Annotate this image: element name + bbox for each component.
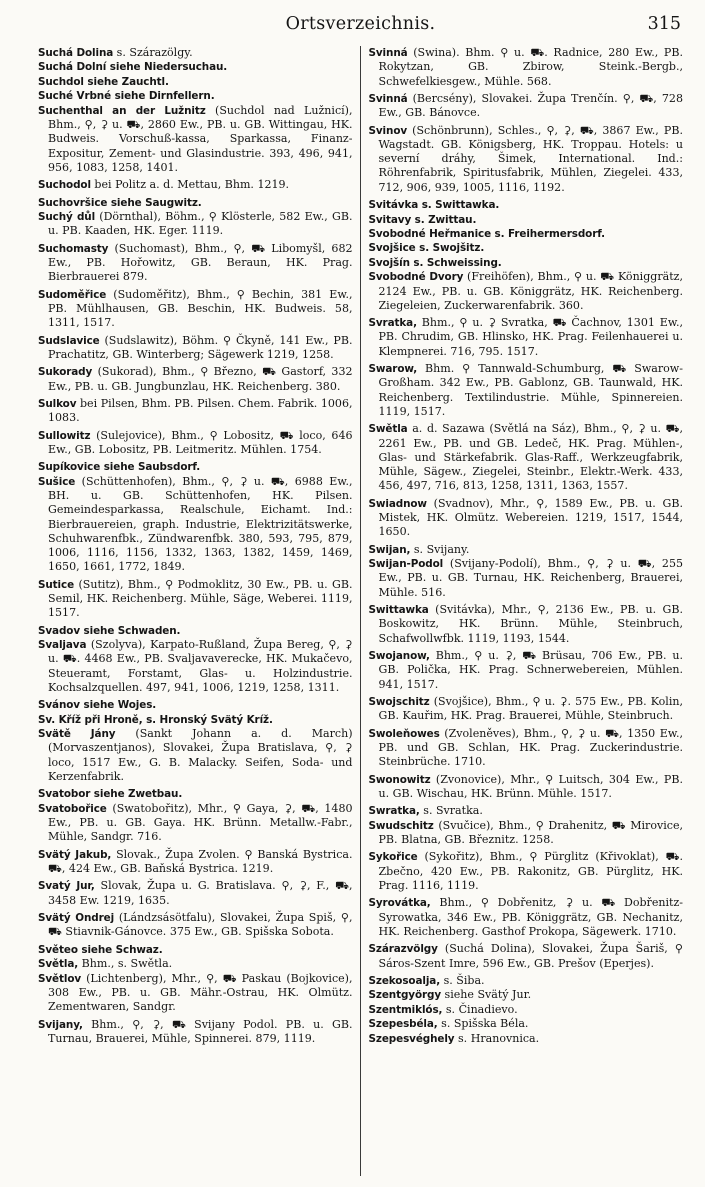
entry-text: (Svučice), Bhm., ⚲ Drahenitz, ⛟ Mirovice, PB. Blatna, GB. Březnitz. 1258. bbox=[378, 818, 683, 846]
entry-text: s. Hranovnica. bbox=[454, 1031, 540, 1045]
index-entry bbox=[38, 288, 353, 331]
entry-headword: Szentmiklós, bbox=[368, 1003, 443, 1016]
index-entry bbox=[369, 974, 684, 988]
entry-headword: Syrovátka, bbox=[368, 897, 431, 910]
index-entry bbox=[369, 850, 684, 893]
entry-text: (Lándzsásötfalu), Slovakei, Župa Spiš, ⚲, ⛟ Stiavnik-Gánovce. 375 Ew., GB. Spišska Sobota. bbox=[48, 911, 353, 939]
index-entry bbox=[38, 713, 353, 727]
index-entry bbox=[38, 848, 353, 877]
index-entry bbox=[38, 787, 353, 801]
entry-headword: Svijany, bbox=[38, 1018, 83, 1031]
entry-headword: Sukorady bbox=[38, 366, 93, 379]
entry-headword: Sudoměřice bbox=[38, 288, 107, 301]
entry-headword: Szentgyörgy bbox=[368, 989, 442, 1002]
index-entry bbox=[369, 316, 684, 359]
entry-headword: Svinná bbox=[368, 47, 408, 59]
index-entry bbox=[369, 198, 684, 212]
entry-text: (Swatobořitz), Mhr., ⚲ Gaya, ⚳, ⛟, 1480 Ew., PB. u. GB. Gaya. HK. Brünn. Metallw.-Fabr., Mühle, Sandgr. 716. bbox=[48, 801, 353, 844]
index-entry bbox=[369, 695, 684, 724]
entry-headword: Sv. Kříž při Hroně, s. Hronský Svätý Kríž. bbox=[38, 713, 273, 726]
index-entry bbox=[369, 896, 684, 939]
entry-text: a. d. Sazawa (Světlá na Sáz), Bhm., ⚲, ⚳ u. ⛟, 2261 Ew., PB. und GB. Ledeč, HK. Prag. Mühlen-, Glas- und Stärkefabrik. Glas-Raff., Werkzeugfabrik, Mühle, Sägew., Ziegelei, Steinbr., Elektr.-Werk. 433, 456, 497, 716, 813, 1258, 1311, 1363, 1557. bbox=[378, 422, 683, 493]
entry-text: (Sykořitz), Bhm., ⚲ Pürglitz (Křivoklat), ⛟. Zbečno, 420 Ew., PB. Rakonitz, GB. Pürglitz, HK. Prag. 1116, 1119. bbox=[378, 850, 683, 892]
index-entry bbox=[38, 429, 353, 458]
entry-headword: Swojanow, bbox=[368, 650, 430, 662]
index-entry bbox=[369, 256, 684, 270]
index-entry bbox=[38, 972, 353, 1015]
index-entry bbox=[38, 196, 353, 210]
right-column bbox=[361, 46, 684, 1176]
entry-headword: Swijan-Podol bbox=[368, 558, 444, 571]
page-title: Ortsverzeichnis. bbox=[285, 14, 436, 34]
entry-text: (Freihöfen), Bhm., ⚲ u. ⛟ Königgrätz, 2124 Ew., PB. u. GB. Königgrätz, HK. Reichenberg. Ziegeleien, Zuckerwarenfabrik. 360. bbox=[378, 270, 683, 312]
entry-headword: Svätý Ondrej bbox=[38, 912, 115, 925]
entry-text: (Svitávka), Mhr., ⚲, 2136 Ew., PB. u. GB. Boskowitz, HK. Brünn. Mühle, Steinbruch, Schafwollwfbk. 1119, 1193, 1544. bbox=[378, 603, 683, 645]
entry-text: (Suchomast), Bhm., ⚲, ⛟ Libomyšl, 682 Ew., PB. Hořowitz, GB. Beraun, HK. Prag. Bierbrauerei 879. bbox=[48, 241, 353, 284]
index-entry bbox=[369, 773, 684, 802]
entry-text: Bhm., ⚲, ⚳, ⛟ Svijany Podol. PB. u. GB. Turnau, Brauerei, Mühle, Spinnerei. 879, 1119. bbox=[48, 1017, 353, 1045]
index-entry bbox=[38, 210, 353, 239]
entry-text: Bhm., ⚲ u. ⚳, ⛟ Brüsau, 706 Ew., PB. u. GB. Polička, HK. Prag. Schnerwebereien, Mühlen. 941, 1517. bbox=[378, 649, 683, 691]
entry-headword: Svobodné Heřmanice s. Freihermersdorf. bbox=[368, 227, 605, 240]
index-entry bbox=[369, 557, 684, 600]
index-entry bbox=[369, 497, 684, 540]
entry-text: (Swina). Bhm. ⚲ u. ⛟. Radnice, 280 Ew., PB. Rokytzan, GB. Zbirow, Steink.-Bergb., Schwefelkiesgew., Mühle. 568. bbox=[378, 46, 683, 88]
index-entry bbox=[38, 879, 353, 908]
entry-text: (Suchdol nad Lužnicí), Bhm., ⚲, ⚳ u. ⛟, 2860 Ew., PB. u. GB. Wittingau, HK. Budweis. Vorschuß-kassa, Sparkassa, Finanz-Expositur, Zement- und Glasindustrie. 393, 496, 941, 956, 1083, 1258, 1401. bbox=[48, 103, 353, 174]
entry-headword: Sulkov bbox=[38, 398, 77, 410]
entry-text: (Szolyva), Karpato-Rußland, Župa Bereg, ⚲, ⚳ u. ⛟. 4468 Ew., PB. Svaljavaverecke, HK. Mukačevo, Steueramt, Forstamt, Glas- u. Holzindustrie. Kochsalzquellen. 497, 941, 1006, 1219, 1258, 1311. bbox=[48, 638, 353, 694]
entry-text: s. Spišska Béla. bbox=[437, 1017, 529, 1031]
entry-headword: Svánov siehe Wojes. bbox=[38, 699, 157, 712]
entry-headword: Svatobořice bbox=[38, 802, 107, 815]
entry-headword: Svaljava bbox=[38, 639, 87, 652]
entry-text: (Zvonovice), Mhr., ⚲ Luitsch, 304 Ew., PB. u. GB. Wischau, HK. Brünn. Mühle. 1517. bbox=[378, 772, 683, 800]
index-entry bbox=[369, 270, 684, 313]
entry-text: (Svijany-Podolí), Bhm., ⚲, ⚳ u. ⛟, 255 Ew., PB. u. GB. Turnau, HK. Reichenberg, Brauerei, Mühle. 516. bbox=[378, 557, 683, 599]
entry-headword: Swittawka bbox=[368, 604, 429, 617]
index-entry bbox=[38, 242, 353, 285]
entry-headword: Suchenthal an der Lužnitz bbox=[38, 104, 206, 117]
entry-text: (Dörnthal), Böhm., ⚲ Klösterle, 582 Ew., GB. u. PB. Kaaden, HK. Eger. 1119. bbox=[48, 210, 353, 238]
entry-headword: Svinov bbox=[368, 124, 408, 137]
index-entry bbox=[369, 1017, 684, 1031]
index-entry bbox=[369, 543, 684, 557]
entry-text: Slovak., Župa Zvolen. ⚲ Banská Bystrica. ⛟, 424 Ew., GB. Baňská Bystrica. 1219. bbox=[48, 847, 353, 875]
entry-headword: Swarow, bbox=[368, 363, 418, 376]
index-entry bbox=[369, 649, 684, 692]
index-entry bbox=[369, 804, 684, 818]
entry-headword: Svojšín s. Schweissing. bbox=[368, 256, 502, 269]
entry-headword: Suchomasty bbox=[38, 242, 109, 255]
index-entry bbox=[369, 1032, 684, 1046]
entry-text: (Schönbrunn), Schles., ⚲, ⚳, ⛟, 3867 Ew., PB. Wagstadt. GB. Königsberg, HK. Troppau. Hotels: u severní dráhy, Šimek, International. Ind.: Röhrenfabrik, Spiritusfabrik, Mühlen, Ziegelei. 433, 712, 906, 939, 1005, 1116, 1192. bbox=[378, 123, 683, 194]
index-columns bbox=[38, 46, 683, 1176]
entry-headword: Svadov siehe Schwaden. bbox=[38, 624, 181, 637]
entry-text: s. Svratka. bbox=[419, 804, 483, 818]
entry-text: (Svojšice), Bhm., ⚲ u. ⚳. 575 Ew., PB. Kolin, GB. Kauřim, HK. Prag. Brauerei, Mühle, Steinbruch. bbox=[378, 694, 683, 723]
entry-headword: Svinná bbox=[368, 92, 408, 105]
entry-text: siehe Svätý Jur. bbox=[441, 988, 532, 1002]
entry-headword: Swiadnow bbox=[368, 497, 427, 510]
index-entry bbox=[38, 60, 353, 74]
index-entry bbox=[369, 1003, 684, 1017]
entry-text: (Sukorad), Bhm., ⚲ Březno, ⛟ Gastorf, 332 Ew., PB. u. GB. Jungbunzlau, HK. Reichenberg. 380. bbox=[48, 365, 353, 393]
page-number: 315 bbox=[647, 14, 681, 34]
index-entry bbox=[38, 1018, 353, 1047]
entry-headword: Sykořice bbox=[368, 851, 418, 864]
entry-headword: Sudslavice bbox=[38, 334, 100, 347]
entry-headword: Světlov bbox=[38, 972, 82, 985]
index-entry bbox=[38, 89, 353, 103]
entry-text: s. Svijany. bbox=[410, 542, 470, 556]
index-entry bbox=[38, 46, 353, 60]
index-entry bbox=[369, 227, 684, 241]
entry-text: s. Šiba. bbox=[440, 973, 485, 987]
index-entry bbox=[369, 819, 684, 848]
index-entry bbox=[369, 727, 684, 770]
index-entry bbox=[38, 624, 353, 638]
entry-headword: Sutice bbox=[38, 578, 75, 591]
entry-headword: Suchdol siehe Zauchtl. bbox=[38, 75, 169, 88]
entry-text: (Sankt Johann a. d. March) (Morvaszentjanos), Slovakei, Župa Bratislava, ⚲, ⚳ loco, 1517 Ew., G. B. Malacky. Seifen, Soda- und Kerzenfabrik. bbox=[48, 727, 353, 783]
entry-text: s. Činadievo. bbox=[442, 1002, 518, 1016]
index-entry bbox=[38, 638, 353, 695]
entry-text: (Bercsény), Slovakei. Župa Trenčín. ⚲, ⛟, 728 Ew., GB. Bánovce. bbox=[378, 91, 683, 120]
index-entry bbox=[369, 213, 684, 227]
entry-headword: Suchý důl bbox=[38, 211, 96, 224]
entry-headword: Svitávka s. Swittawka. bbox=[368, 199, 500, 212]
index-entry bbox=[369, 124, 684, 195]
index-entry bbox=[369, 362, 684, 419]
index-entry bbox=[369, 46, 684, 89]
index-entry bbox=[38, 460, 353, 474]
index-entry bbox=[369, 942, 684, 971]
entry-headword: Swudschitz bbox=[368, 819, 434, 832]
entry-headword: Szárazvölgy bbox=[368, 943, 438, 956]
entry-headword: Swojschitz bbox=[368, 695, 430, 708]
entry-headword: Suchá Dolina bbox=[38, 47, 114, 59]
entry-text: Bhm., s. Swětla. bbox=[78, 957, 173, 971]
entry-text: (Svadnov), Mhr., ⚲, 1589 Ew., PB. u. GB. Mistek, HK. Olmütz. Webereien. 1219, 1517, 1544, 1650. bbox=[378, 496, 683, 539]
index-entry bbox=[38, 802, 353, 845]
entry-headword: Svätý Jakub, bbox=[38, 848, 112, 861]
entry-text: (Lichtenberg), Mhr., ⚲, ⛟ Paskau (Bojkovice), 308 Ew., PB. u. GB. Mähr.-Ostrau, HK. Olmütz. Zementwaren, Sandgr. bbox=[48, 971, 353, 1014]
entry-headword: Světeo siehe Schwaz. bbox=[38, 943, 163, 956]
index-entry bbox=[369, 241, 684, 255]
entry-text: (Sulejovice), Bhm., ⚲ Lobositz, ⛟ loco, 646 Ew., GB. Lobositz, PB. Leitmeritz. Mühlen. 1754. bbox=[48, 428, 353, 456]
entry-headword: Szekosoalja, bbox=[368, 974, 441, 987]
entry-headword: Svojšice s. Swojšitz. bbox=[368, 242, 485, 255]
entry-text: Slovak, Župa u. G. Bratislava. ⚲, ⚳, F., ⛟, 3458 Ew. 1219, 1635. bbox=[48, 879, 353, 907]
page-header bbox=[38, 12, 683, 46]
entry-headword: Swratka, bbox=[368, 805, 420, 818]
index-entry bbox=[369, 92, 684, 121]
entry-text: Bhm. ⚲ Tannwald-Schumburg, ⛟ Swarow-Großham. 342 Ew., PB. Gablonz, GB. Taunwald, HK. Reichenberg. Textilindustrie. Mühle, Spinnereien. 1119, 1517. bbox=[378, 362, 683, 418]
entry-text: (Sutitz), Bhm., ⚲ Podmoklitz, 30 Ew., PB. u. GB. Semil, HK. Reichenberg. Mühle, Säge, Weberei. 1119, 1517. bbox=[48, 577, 353, 620]
entry-headword: Svätě Jány bbox=[38, 728, 116, 741]
entry-headword: Szepesbéla, bbox=[368, 1018, 438, 1031]
index-entry bbox=[369, 422, 684, 493]
index-entry bbox=[38, 727, 353, 784]
entry-headword: Swětla bbox=[368, 423, 408, 436]
entry-headword: Svatý Jur, bbox=[38, 880, 95, 893]
index-entry bbox=[38, 178, 353, 192]
entry-text: s. Szárazölgy. bbox=[113, 46, 193, 59]
index-entry bbox=[38, 698, 353, 712]
index-entry bbox=[38, 397, 353, 426]
index-entry bbox=[38, 75, 353, 89]
entry-text: (Schüttenhofen), Bhm., ⚲, ⚳ u. ⛟, 6988 Ew., BH. u. GB. Schüttenhofen, HK. Pilsen. Gemeindesparkassa, Realschule, Eichamt. Ind.: Bierbrauereien, graph. Industrie, Elektrizitätswerke, Schuhwarenfbk., Zündwarenfbk. 380, 593, 795, 879, 1006, 1116, 1156, 1332, 1363, 1382, 1459, 1469, 1650, 1661, 1772, 1849. bbox=[48, 474, 353, 574]
index-entry bbox=[38, 943, 353, 957]
left-column bbox=[38, 46, 360, 1176]
entry-headword: Světla, bbox=[38, 958, 79, 971]
entry-headword: Swoleňowes bbox=[368, 727, 440, 740]
entry-text: (Zvoleněves), Bhm., ⚲, ⚳ u. ⛟, 1350 Ew., PB. und GB. Schlan, HK. Prag. Zuckerindustrie. Steinbrüche. 1710. bbox=[378, 726, 683, 769]
entry-headword: Svobodné Dvory bbox=[368, 271, 464, 284]
entry-headword: Suchodol bbox=[38, 179, 91, 192]
entry-text: Bhm., ⚲ u. ⚳ Svratka, ⛟ Čachnov, 1301 Ew., PB. Chrudim, GB. Hlinsko, HK. Prag. Feilenhauerei u. Klempnerei. 716, 795. 1517. bbox=[378, 316, 683, 358]
index-entry bbox=[38, 578, 353, 621]
entry-headword: Suchovršice siehe Saugwitz. bbox=[38, 196, 202, 209]
entry-headword: Swijan, bbox=[368, 543, 411, 556]
entry-headword: Sullowitz bbox=[38, 429, 91, 442]
index-entry bbox=[369, 988, 684, 1002]
entry-text: bei Politz a. d. Mettau, Bhm. 1219. bbox=[90, 178, 290, 192]
entry-headword: Svratka, bbox=[368, 317, 417, 330]
entry-text: (Sudoměřitz), Bhm., ⚲ Bechin, 381 Ew., PB. Mühlhausen, GB. Beschin, HK. Budweis. 58, 1311, 1517. bbox=[48, 287, 353, 330]
index-entry bbox=[38, 365, 353, 394]
entry-headword: Svatobor siehe Zwetbau. bbox=[38, 788, 183, 801]
index-entry bbox=[38, 334, 353, 363]
entry-headword: Sušice bbox=[38, 475, 76, 488]
entry-headword: Szepesvéghely bbox=[368, 1032, 455, 1045]
entry-text: Bhm., ⚲ Dobřenitz, ⚳ u. ⛟ Dobřenitz-Syrowatka, 346 Ew., PB. Königgrätz, GB. Nechanitz, HK. Reichenberg. Gasthof Prokopa, Sägewerk. 1710. bbox=[378, 896, 683, 938]
index-entry bbox=[38, 911, 353, 940]
entry-headword: Svitavy s. Zwittau. bbox=[368, 213, 477, 226]
entry-text: (Sudslawitz), Böhm. ⚲ Čkyně, 141 Ew., PB. Prachatitz, GB. Winterberg; Sägewerk 1219, 1258. bbox=[48, 333, 353, 361]
entry-text: bei Pilsen, Bhm. PB. Pilsen. Chem. Fabrik. 1006, 1083. bbox=[48, 397, 353, 425]
index-entry bbox=[38, 475, 353, 575]
index-entry bbox=[38, 957, 353, 971]
entry-headword: Suchá Dolní siehe Niedersuchau. bbox=[38, 61, 228, 74]
entry-headword: Supíkovice siehe Saubsdorf. bbox=[38, 461, 201, 474]
entry-headword: Suché Vrbné siehe Dirnfellern. bbox=[38, 90, 215, 103]
entry-text: (Suchá Dolina), Slovakei, Župa Šariš, ⚲ Sáros-Szent Imre, 596 Ew., GB. Prešov (Eperjes). bbox=[378, 942, 683, 970]
index-entry bbox=[38, 104, 353, 175]
index-entry bbox=[369, 603, 684, 646]
entry-headword: Swonowitz bbox=[368, 773, 431, 786]
